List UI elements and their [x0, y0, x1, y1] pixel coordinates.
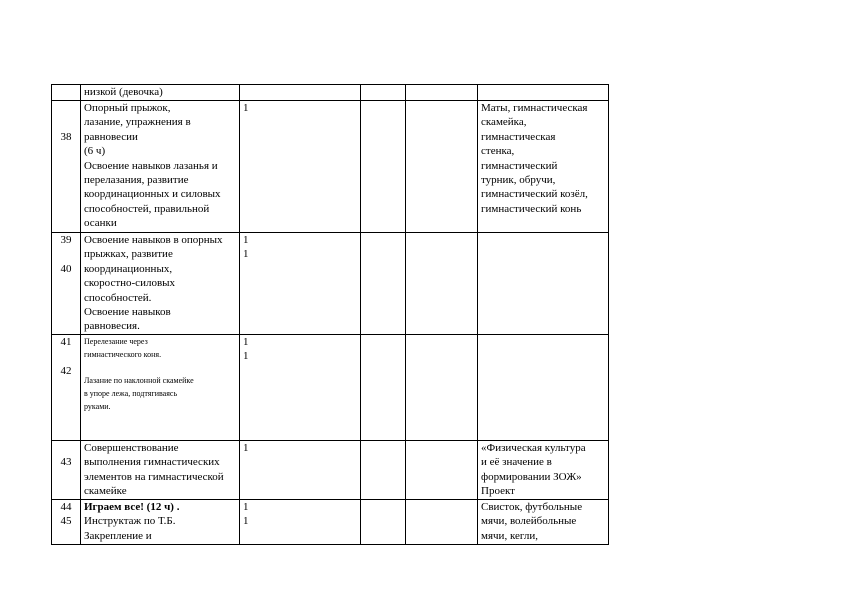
table-row: [52, 101, 609, 233]
lesson-number-cell: 43: [52, 440, 81, 499]
equipment-cell: «Физическая культура и её значение в формировании ЗОЖ» Проект: [478, 440, 609, 499]
lesson-number-cell: 44 45: [52, 499, 81, 544]
empty-cell: [361, 85, 406, 101]
equipment-cell: Маты, гимнастическая скамейка, гимнастическая стенка, гимнастический турник, обручи, гимнастический козёл, гимнастический конь: [478, 101, 609, 233]
table-row: [52, 85, 609, 101]
equipment-cell: [478, 334, 609, 440]
empty-cell: [406, 101, 478, 233]
equipment-cell: Свисток, футбольные мячи, волейбольные мячи, кегли,: [478, 499, 609, 544]
table-row: [52, 334, 609, 440]
lesson-number-cell: 39 40: [52, 233, 81, 335]
topic-cell: Играем все! (12 ч) . Инструктаж по Т.Б. Закрепление и: [81, 499, 240, 544]
equipment-cell: [478, 233, 609, 335]
topic-cell: Совершенствование выполнения гимнастических элементов на гимнастической скамейке: [81, 440, 240, 499]
table-row: [52, 233, 609, 335]
table-row: [52, 440, 609, 499]
lesson-plan-table: [51, 84, 609, 545]
empty-cell: [361, 334, 406, 440]
topic-cell: Освоение навыков в опорных прыжках, развитие координационных, скоростно-силовых способностей. Освоение навыков равновесия.: [81, 233, 240, 335]
hours-cell: 1 1: [240, 233, 361, 335]
lesson-number-cell: 38: [52, 101, 81, 233]
hours-cell: 1 1: [240, 499, 361, 544]
empty-cell: [406, 440, 478, 499]
hours-cell: 1: [240, 101, 361, 233]
equipment-cell: [478, 85, 609, 101]
topic-cell: низкой (девочка): [81, 85, 240, 101]
hours-cell: [240, 85, 361, 101]
empty-cell: [361, 499, 406, 544]
lesson-number-cell: 41 42: [52, 334, 81, 440]
hours-cell: 1: [240, 440, 361, 499]
empty-cell: [361, 101, 406, 233]
empty-cell: [406, 233, 478, 335]
table-row: [52, 499, 609, 544]
lesson-number-cell: [52, 85, 81, 101]
empty-cell: [361, 233, 406, 335]
topic-cell: Опорный прыжок, лазание, упражнения в равновесии (6 ч) Освоение навыков лазанья и перелазания, развитие координационных и силовых способностей, правильной осанки: [81, 101, 240, 233]
empty-cell: [406, 499, 478, 544]
empty-cell: [406, 85, 478, 101]
hours-cell: 1 1: [240, 334, 361, 440]
topic-cell: Перелезание через гимнастического коня. Лазание по наклонной скамейке в упоре лежа, подтягиваясь руками.: [81, 334, 240, 440]
empty-cell: [361, 440, 406, 499]
empty-cell: [406, 334, 478, 440]
